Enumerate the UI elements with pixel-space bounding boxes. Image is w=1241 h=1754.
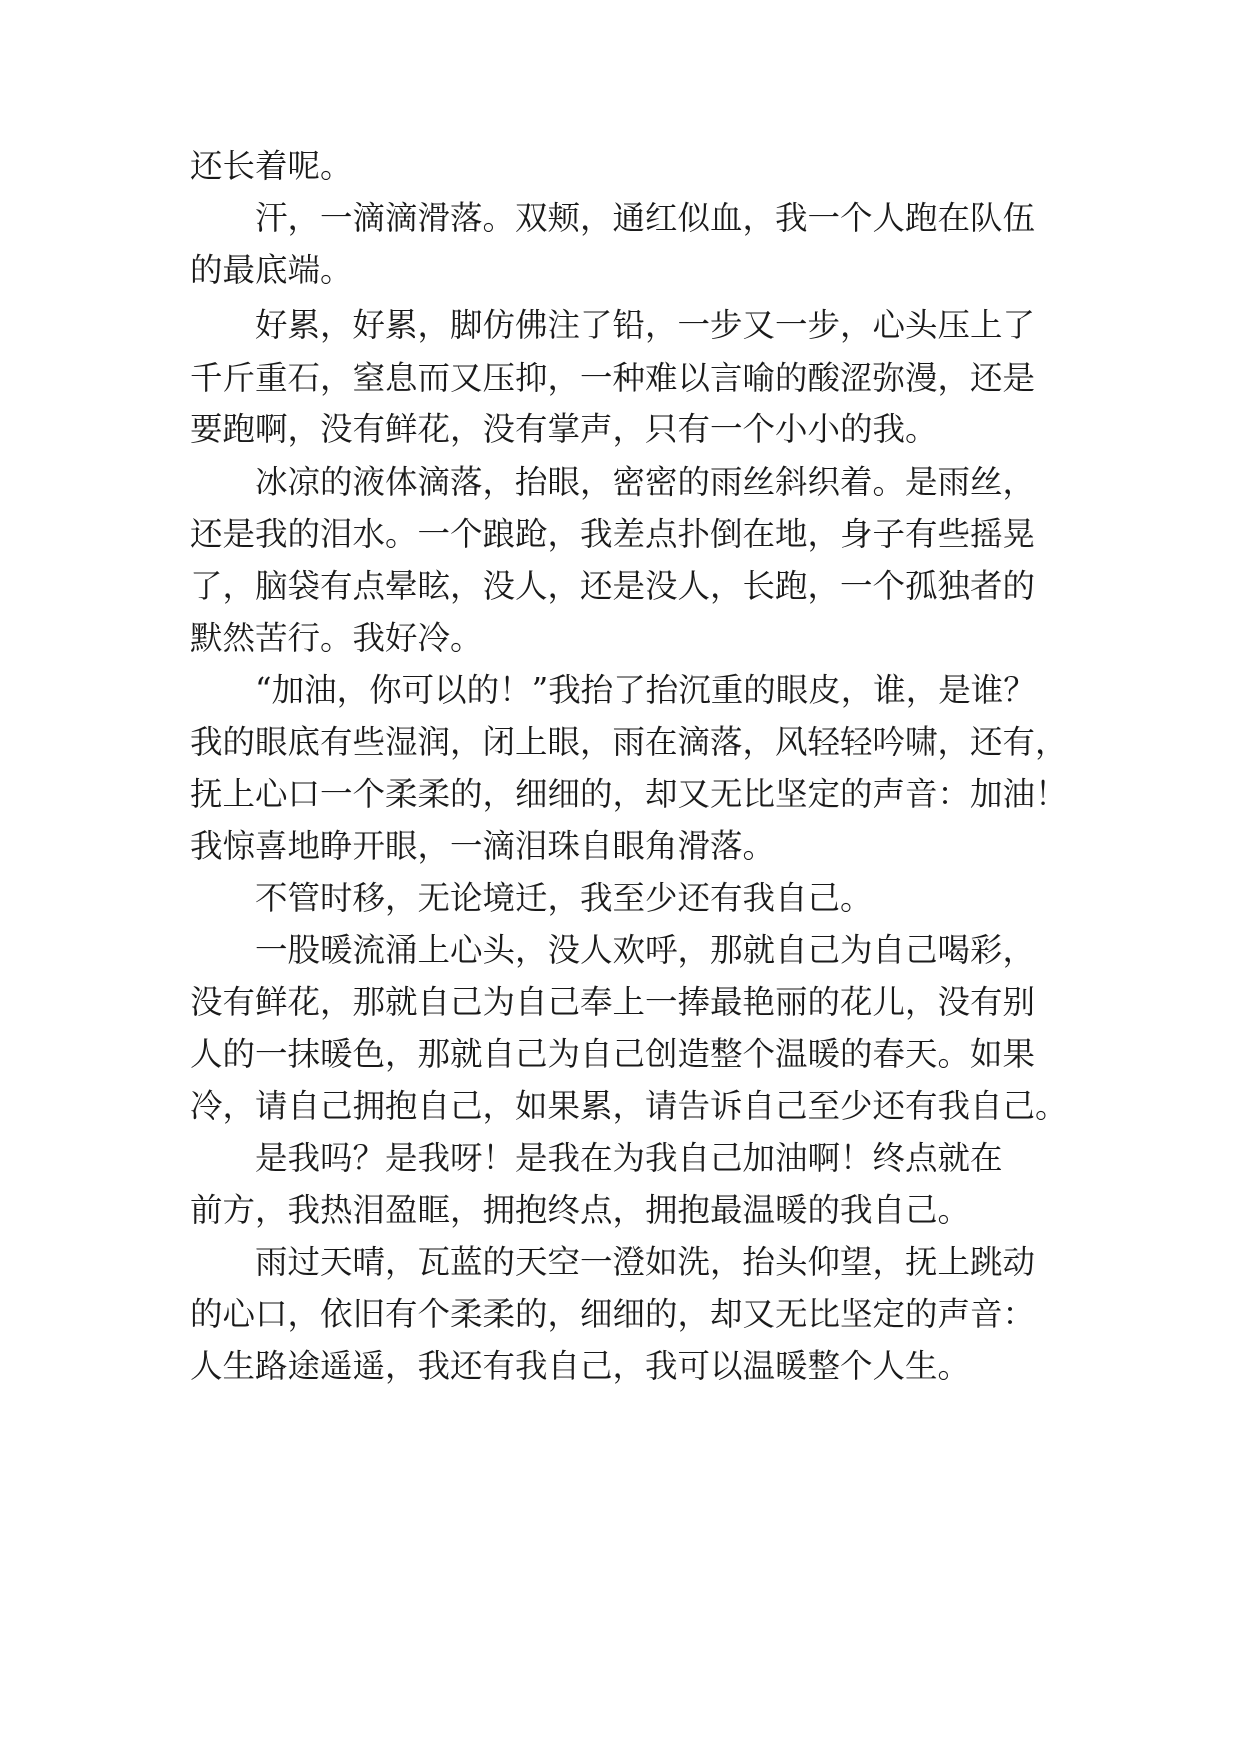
text-line: 了，脑袋有点晕眩，没人，还是没人，长跑，一个孤独者的 (190, 567, 1036, 605)
paragraph-start-line: 雨过天晴，瓦蓝的天空一澄如洗，抬头仰望，抚上跳动 (255, 1243, 1036, 1281)
text-line: 前方，我热泪盈眶，拥抱终点，拥抱最温暖的我自己。 (190, 1191, 971, 1229)
text-line: 冷，请自己拥抱自己，如果累，请告诉自己至少还有我自己。 (190, 1087, 1068, 1125)
text-line: 还是我的泪水。一个踉跄，我差点扑倒在地，身子有些摇晃 (190, 515, 1036, 553)
paragraph-start-line: 是我吗？是我呀！是我在为我自己加油啊！终点就在 (255, 1139, 1003, 1177)
text-line: 要跑啊，没有鲜花，没有掌声，只有一个小小的我。 (190, 410, 938, 448)
text-line: 抚上心口一个柔柔的，细细的，却又无比坚定的声音：加油！ (190, 775, 1068, 813)
paragraph-start-line: 不管时移，无论境迁，我至少还有我自己。 (255, 879, 873, 917)
text-line: 人的一抹暖色，那就自己为自己创造整个温暖的春天。如果 (190, 1035, 1036, 1073)
paragraph-start-line: 一股暖流涌上心头，没人欢呼，那就自己为自己喝彩， (255, 931, 1036, 969)
text-line: 没有鲜花，那就自己为自己奉上一捧最艳丽的花儿，没有别 (190, 983, 1036, 1021)
text-line: 我的眼底有些湿润，闭上眼，雨在滴落，风轻轻吟啸，还有， (190, 723, 1068, 761)
paragraph-start-line: 汗，一滴滴滑落。双颊，通红似血，我一个人跑在队伍 (255, 199, 1036, 237)
text-line: 的心口，依旧有个柔柔的，细细的，却又无比坚定的声音： (190, 1295, 1036, 1333)
text-line: 我惊喜地睁开眼，一滴泪珠自眼角滑落。 (190, 827, 776, 865)
text-line: 人生路途遥遥，我还有我自己，我可以温暖整个人生。 (190, 1347, 971, 1385)
paragraph-start-line: 好累，好累，脚仿佛注了铅，一步又一步，心头压上了 (255, 306, 1036, 344)
text-line: 千斤重石，窒息而又压抑，一种难以言喻的酸涩弥漫，还是 (190, 359, 1036, 397)
text-line: 还长着呢。 (190, 147, 353, 185)
paragraph-start-line: 冰凉的液体滴落，抬眼，密密的雨丝斜织着。是雨丝， (255, 463, 1036, 501)
text-line: 默然苦行。我好冷。 (190, 619, 483, 657)
text-line: 的最底端。 (190, 251, 353, 289)
paragraph-start-line: “加油，你可以的！”我抬了抬沉重的眼皮，谁，是谁？ (255, 671, 1036, 709)
